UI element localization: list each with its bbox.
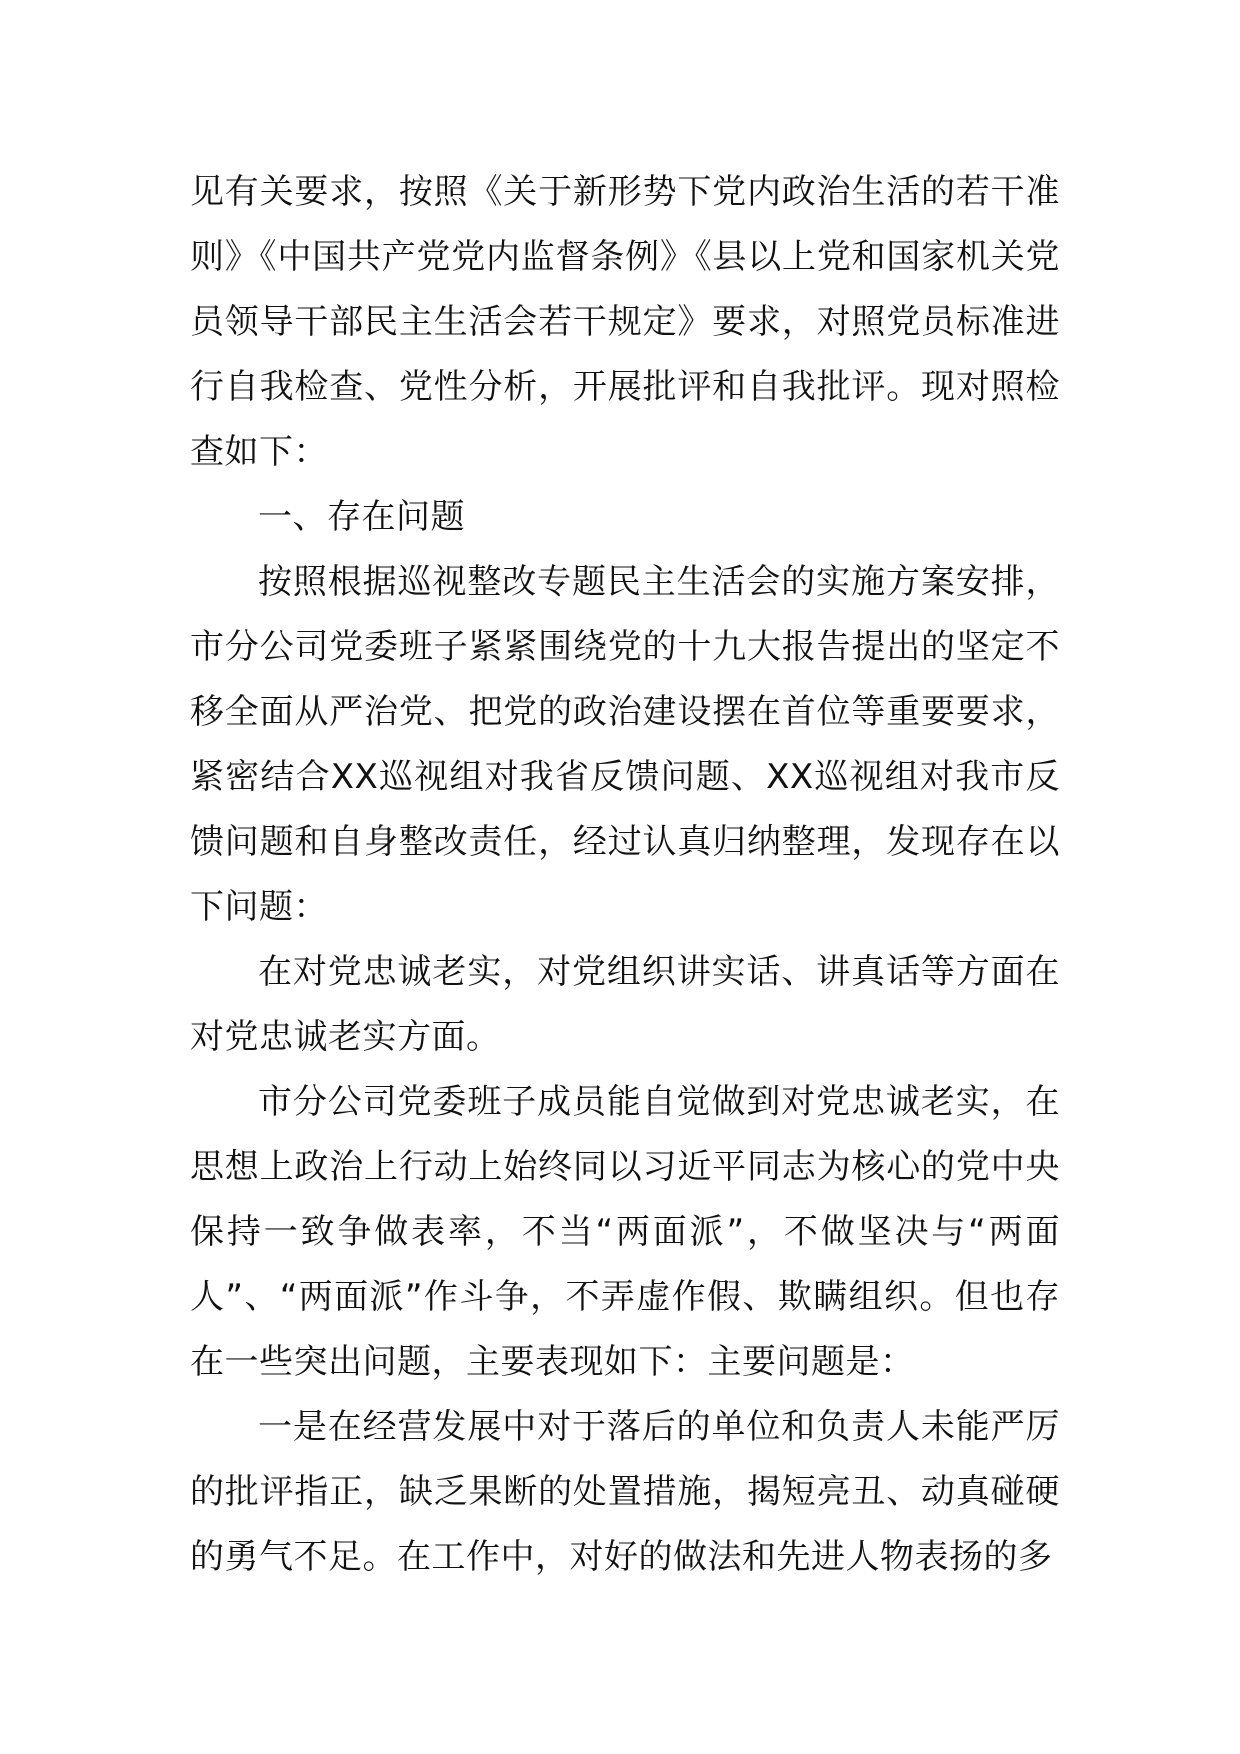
paragraph: 一是在经营发展中对于落后的单位和负责人未能严厉的批评指正，缺乏果断的处置措施，揭短亮丑、动真碰硬的勇气不足。在工作中，对好的做法和先进人物表扬的多 <box>190 1407 1060 1577</box>
section-heading: 一、存在问题 <box>258 497 465 537</box>
document-body <box>190 160 1060 1590</box>
paragraph: 在对党忠诚老实，对党组织讲实话、讲真话等方面在对党忠诚老实方面。 <box>190 952 1060 1057</box>
paragraph: 按照根据巡视整改专题民主生活会的实施方案安排，市分公司党委班子紧紧围绕党的十九大报告提出的坚定不移全面从严治党、把党的政治建设摆在首位等重要要求，紧密结合XX巡视组对我省反馈问题、XX巡视组对我市反馈问题和自身整改责任，经过认真归纳整理，发现存在以下问题： <box>190 562 1060 927</box>
paragraph: 市分公司党委班子成员能自觉做到对党忠诚老实，在思想上政治上行动上始终同以习近平同志为核心的党中央保持一致争做表率，不当“两面派”，不做坚决与“两面人”、“两面派”作斗争，不弄虚作假、欺瞒组织。但也存在一些突出问题，主要表现如下：主要问题是： <box>190 1082 1060 1382</box>
paragraph-continuation: 见有关要求，按照《关于新形势下党内政治生活的若干准则》《中国共产党党内监督条例》《县以上党和国家机关党员领导干部民主生活会若干规定》要求，对照党员标准进行自我检查、党性分析，开展批评和自我批评。现对照检查如下： <box>190 172 1060 472</box>
